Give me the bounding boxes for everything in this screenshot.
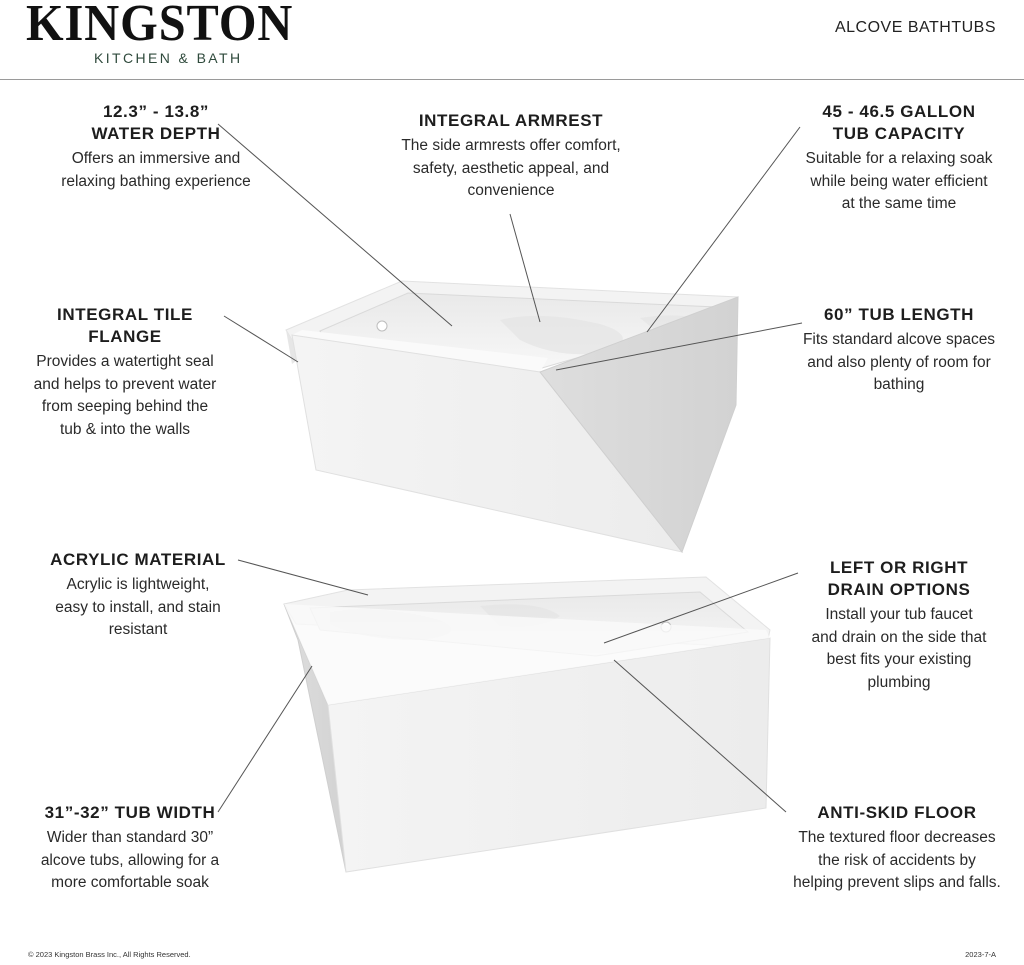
desc-line: best fits your existing [826,651,972,668]
tub-length-desc [774,329,1024,397]
drain-title-2: DRAIN OPTIONS [827,580,971,599]
desc-line: relaxing bathing experience [61,172,251,190]
desc-line: Acrylic is lightweight, [66,576,210,593]
callout-drain [774,557,1024,694]
callout-capacity [770,101,1024,216]
desc-line: while being water efficient [810,172,988,190]
desc-line: convenience [467,182,555,199]
desc-line: Install your tub faucet [825,606,973,623]
desc-line: plumbing [867,673,931,691]
callout-armrest [376,110,646,203]
desc-line: Fits standard alcove spaces [802,331,996,348]
drain-desc [774,604,1024,694]
tub-width-title: 31”-32” TUB WIDTH [44,803,216,822]
desc-line: bathing [873,376,925,393]
desc-line: Offers an immersive and [71,150,241,167]
capacity-title-1: 45 - 46.5 GALLON [822,102,976,121]
armrest-title: INTEGRAL ARMREST [418,111,604,130]
anti-skid-desc [770,827,1024,895]
desc-line: The textured floor decreases [798,829,996,846]
tile-flange-title-2: FLANGE [88,327,162,346]
desc-line: safety, aesthetic appeal, and [412,159,610,177]
callout-water-depth [26,101,286,193]
brand-name: KINGSTON [26,0,294,52]
acrylic-title: ACRYLIC MATERIAL [50,550,226,569]
desc-line: helping prevent slips and falls. [793,874,1001,891]
desc-line: easy to install, and stain [55,598,221,616]
desc-line: tub & into the walls [59,420,191,438]
armrest-desc [376,135,646,203]
capacity-title-2: TUB CAPACITY [832,124,966,143]
drain-title-1: LEFT OR RIGHT [829,558,969,577]
desc-line: more comfortable soak [51,874,209,891]
brand-tagline: KITCHEN & BATH [94,50,243,66]
tub-length-title: 60” TUB LENGTH [823,305,975,324]
desc-line: and helps to prevent water [33,375,217,393]
water-depth-title-1: 12.3” - 13.8” [102,102,210,121]
tile-flange-title-1: INTEGRAL TILE [57,305,193,324]
desc-line: and also plenty of room for [807,353,991,371]
desc-line: and drain on the side that [811,628,987,646]
desc-line: resistant [108,621,168,638]
desc-line: at the same time [841,195,957,212]
copyright-text: © 2023 Kingston Brass Inc., All Rights Reserved. [28,950,191,959]
desc-line: The side armrests offer comfort, [401,137,621,154]
desc-line: Wider than standard 30” [46,829,214,846]
desc-line: the risk of accidents by [818,851,976,869]
desc-line: from seeping behind the [41,398,209,415]
callout-tub-width [10,802,250,895]
desc-line: Suitable for a relaxing soak [805,150,993,167]
callout-tub-length [774,304,1024,397]
tub-width-desc [10,827,250,895]
tub-bottom-view [284,577,770,872]
callout-acrylic [18,549,258,642]
capacity-desc [770,148,1024,216]
desc-line: Provides a watertight seal [36,353,214,370]
tile-flange-desc [0,351,250,441]
category-title: ALCOVE BATHTUBS [834,19,996,36]
water-depth-desc [26,148,286,193]
leader-tub-width [218,666,312,812]
callout-tile-flange [0,304,250,441]
desc-line: alcove tubs, allowing for a [40,851,220,869]
water-depth-title-2: WATER DEPTH [91,124,221,143]
callout-anti-skid [770,802,1024,895]
document-code: 2023-7-A [965,950,996,959]
anti-skid-title: ANTI-SKID FLOOR [817,803,977,822]
acrylic-desc [18,574,258,642]
tub-top-view [286,281,738,552]
